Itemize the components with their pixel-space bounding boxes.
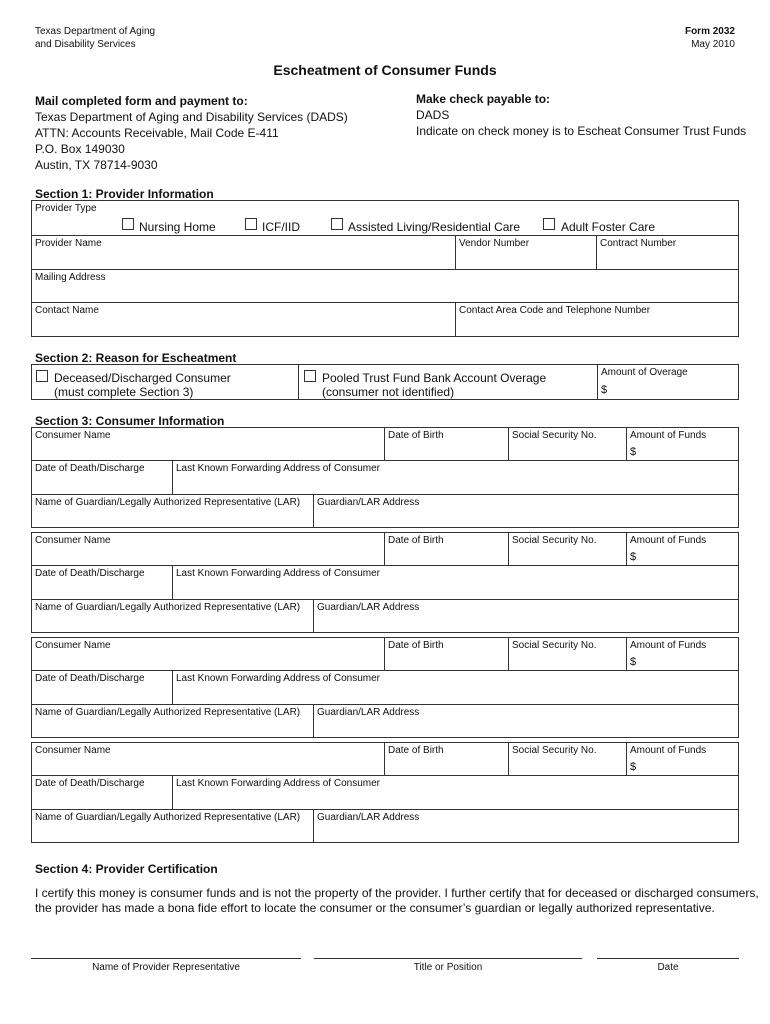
section4-heading: Section 4: Provider Certification: [35, 862, 218, 876]
guardian-address-field[interactable]: [314, 614, 738, 632]
consumer-name-label: Consumer Name: [35, 430, 111, 441]
form-date: May 2010: [691, 39, 735, 50]
section2-heading: Section 2: Reason for Escheatment: [35, 351, 237, 365]
currency-symbol: $: [630, 761, 637, 773]
consumer-name-field[interactable]: [32, 652, 383, 669]
amount-funds-label: Amount of Funds: [630, 745, 707, 756]
check-note: Indicate on check money is to Escheat Consumer Trust Funds: [416, 124, 747, 138]
amount-funds-label: Amount of Funds: [630, 535, 707, 546]
consumer-name-label: Consumer Name: [35, 640, 111, 651]
title-position-label: Title or Position: [413, 962, 483, 973]
amount-funds-field[interactable]: [640, 442, 738, 459]
pooled-trust-text: Pooled Trust Fund Bank Account Overage: [322, 371, 547, 385]
divider: [31, 704, 739, 705]
guardian-address-label: Guardian/LAR Address: [317, 812, 420, 823]
divider: [31, 460, 739, 461]
vendor-number-field[interactable]: [456, 249, 595, 268]
form-number: Form 2032: [684, 26, 735, 37]
divider: [626, 742, 627, 775]
amount-overage-field[interactable]: [610, 380, 738, 399]
contact-phone-label: Contact Area Code and Telephone Number: [459, 305, 651, 316]
amount-funds-field[interactable]: [640, 757, 738, 774]
divider: [626, 637, 627, 670]
consumer-name-field[interactable]: [32, 442, 383, 459]
amount-funds-field[interactable]: [640, 652, 738, 669]
guardian-name-label: Name of Guardian/Legally Authorized Representative (LAR): [35, 602, 301, 613]
page-title: Escheatment of Consumer Funds: [273, 62, 497, 78]
guardian-address-label: Guardian/LAR Address: [317, 602, 420, 613]
consumer-name-label: Consumer Name: [35, 535, 111, 546]
date-of-birth-field[interactable]: [385, 547, 507, 564]
certification-line-2: the provider has made a bona fide effort to locate the consumer or the consumer’s guardian or legally authorized representative.: [35, 901, 715, 915]
consumer-name-field[interactable]: [32, 757, 383, 774]
date-death-discharge-field[interactable]: [32, 685, 171, 703]
guardian-address-label: Guardian/LAR Address: [317, 497, 420, 508]
forwarding-address-label: Last Known Forwarding Address of Consumer: [176, 568, 380, 579]
nursing-home-label: Nursing Home: [139, 220, 216, 234]
certification-text: [35, 886, 759, 916]
divider: [626, 532, 627, 565]
amount-funds-label: Amount of Funds: [630, 640, 707, 651]
forwarding-address-field[interactable]: [173, 790, 738, 808]
adult-foster-care-label: Adult Foster Care: [561, 220, 656, 234]
date-death-discharge-label: Date of Death/Discharge: [35, 778, 145, 789]
nursing-home-checkbox[interactable]: [122, 218, 134, 230]
pooled-trust-checkbox[interactable]: [304, 370, 316, 382]
guardian-address-field[interactable]: [314, 509, 738, 527]
ssn-field[interactable]: [509, 547, 625, 564]
guardian-address-field[interactable]: [314, 719, 738, 737]
amount-overage-label: Amount of Overage: [601, 367, 688, 378]
check-payable-heading: Make check payable to:: [416, 92, 551, 106]
mail-to-line: Texas Department of Aging and Disability Services (DADS): [35, 110, 348, 124]
mail-to-line: ATTN: Accounts Receivable, Mail Code E-411: [35, 126, 279, 140]
provider-rep-label: Name of Provider Representative: [92, 962, 240, 973]
guardian-name-label: Name of Guardian/Legally Authorized Representative (LAR): [35, 812, 301, 823]
ssn-label: Social Security No.: [512, 430, 597, 441]
contract-number-field[interactable]: [597, 249, 738, 268]
agency-line-1: Texas Department of Aging: [35, 26, 156, 37]
date-of-birth-label: Date of Birth: [388, 640, 444, 651]
contact-phone-field[interactable]: [456, 316, 738, 336]
mail-to-block: [35, 93, 348, 173]
date-of-birth-label: Date of Birth: [388, 535, 444, 546]
divider: [31, 670, 739, 671]
date-death-discharge-label: Date of Death/Discharge: [35, 568, 145, 579]
currency-symbol: $: [630, 551, 637, 563]
consumer-name-field[interactable]: [32, 547, 383, 564]
contract-number-label: Contract Number: [600, 238, 677, 249]
agency-name: [35, 25, 155, 51]
consumer-name-label: Consumer Name: [35, 745, 111, 756]
currency-symbol: $: [630, 446, 637, 458]
ssn-field[interactable]: [509, 442, 625, 459]
guardian-address-label: Guardian/LAR Address: [317, 707, 420, 718]
mail-to-heading: Mail completed form and payment to:: [35, 94, 248, 108]
adult-foster-care-checkbox[interactable]: [543, 218, 555, 230]
check-payable-block: [416, 91, 746, 139]
mailing-address-label: Mailing Address: [35, 272, 106, 283]
icf-iid-checkbox[interactable]: [245, 218, 257, 230]
section3-heading: Section 3: Consumer Information: [35, 414, 225, 428]
amount-funds-field[interactable]: [640, 547, 738, 564]
signature-line[interactable]: [597, 958, 739, 959]
date-of-birth-label: Date of Birth: [388, 430, 444, 441]
guardian-name-field[interactable]: [32, 719, 312, 737]
amount-funds-label: Amount of Funds: [630, 430, 707, 441]
assisted-living-label: Assisted Living/Residential Care: [348, 220, 521, 234]
divider: [298, 364, 299, 400]
currency-symbol: $: [630, 656, 637, 668]
provider-name-label: Provider Name: [35, 238, 102, 249]
forwarding-address-field[interactable]: [173, 580, 738, 598]
pooled-trust-note: (consumer not identified): [322, 385, 455, 399]
date-of-birth-label: Date of Birth: [388, 745, 444, 756]
divider: [31, 235, 739, 236]
vendor-number-label: Vendor Number: [459, 238, 530, 249]
currency-symbol: $: [601, 384, 608, 396]
deceased-discharged-checkbox[interactable]: [36, 370, 48, 382]
mailing-address-field[interactable]: [32, 283, 738, 301]
deceased-discharged-note: (must complete Section 3): [54, 385, 194, 399]
guardian-name-field[interactable]: [32, 509, 312, 527]
guardian-name-field[interactable]: [32, 614, 312, 632]
date-of-birth-field[interactable]: [385, 442, 507, 459]
form-id: [685, 25, 735, 51]
mail-to-line: Austin, TX 78714-9030: [35, 158, 158, 172]
contact-name-label: Contact Name: [35, 305, 99, 316]
divider: [31, 269, 739, 270]
deceased-discharged-text: Deceased/Discharged Consumer: [54, 371, 231, 385]
forwarding-address-field[interactable]: [173, 475, 738, 493]
assisted-living-checkbox[interactable]: [331, 218, 343, 230]
forwarding-address-label: Last Known Forwarding Address of Consumer: [176, 673, 380, 684]
signature-line[interactable]: [314, 958, 582, 959]
date-label: Date: [657, 962, 679, 973]
ssn-label: Social Security No.: [512, 535, 597, 546]
provider-name-field[interactable]: [32, 249, 454, 268]
divider: [31, 809, 739, 810]
mail-to-line: P.O. Box 149030: [35, 142, 125, 156]
divider: [31, 775, 739, 776]
forwarding-address-label: Last Known Forwarding Address of Consumer: [176, 463, 380, 474]
date-death-discharge-field[interactable]: [32, 790, 171, 808]
date-death-discharge-label: Date of Death/Discharge: [35, 463, 145, 474]
divider: [31, 494, 739, 495]
date-of-birth-field[interactable]: [385, 652, 507, 669]
check-payee: DADS: [416, 108, 450, 122]
ssn-field[interactable]: [509, 652, 625, 669]
date-death-discharge-label: Date of Death/Discharge: [35, 673, 145, 684]
ssn-label: Social Security No.: [512, 640, 597, 651]
guardian-name-field[interactable]: [32, 824, 312, 842]
signature-line[interactable]: [31, 958, 301, 959]
guardian-name-label: Name of Guardian/Legally Authorized Representative (LAR): [35, 497, 301, 508]
divider: [626, 427, 627, 460]
divider: [597, 364, 598, 400]
deceased-discharged-label: [54, 371, 231, 399]
divider: [31, 565, 739, 566]
forwarding-address-label: Last Known Forwarding Address of Consumer: [176, 778, 380, 789]
contact-name-field[interactable]: [32, 316, 454, 336]
section1-heading: Section 1: Provider Information: [35, 187, 214, 201]
certification-line-1: I certify this money is consumer funds and is not the property of the provider. I further certify that for deceased or discharged consumers,: [35, 886, 759, 900]
date-death-discharge-field[interactable]: [32, 475, 171, 493]
divider: [31, 599, 739, 600]
provider-type-label: Provider Type: [35, 203, 97, 214]
ssn-field[interactable]: [509, 757, 625, 774]
forwarding-address-field[interactable]: [173, 685, 738, 703]
guardian-name-label: Name of Guardian/Legally Authorized Representative (LAR): [35, 707, 301, 718]
pooled-trust-label: [322, 371, 546, 399]
divider: [31, 302, 739, 303]
date-death-discharge-field[interactable]: [32, 580, 171, 598]
guardian-address-field[interactable]: [314, 824, 738, 842]
agency-line-2: and Disability Services: [35, 39, 136, 50]
ssn-label: Social Security No.: [512, 745, 597, 756]
date-of-birth-field[interactable]: [385, 757, 507, 774]
icf-iid-label: ICF/IID: [262, 220, 300, 234]
